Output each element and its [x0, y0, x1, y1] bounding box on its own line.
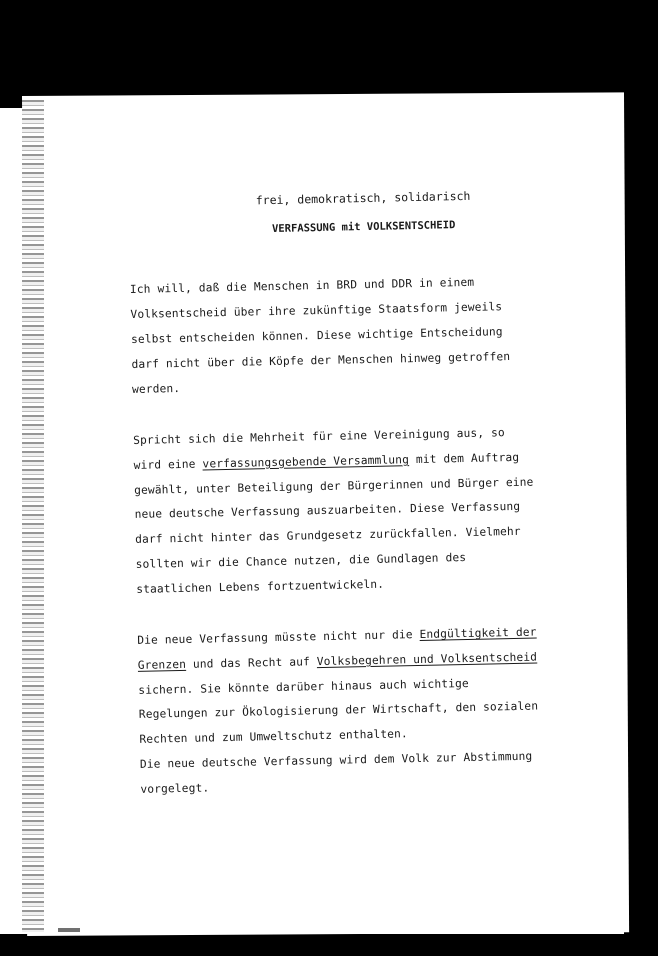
underlined-phrase: verfassungsgebende Versammlung	[202, 452, 410, 471]
paragraph-2	[133, 413, 567, 608]
text-line: darf nicht über die Köpfe der Menschen hinweg getroffen	[131, 349, 511, 371]
text-line	[134, 451, 564, 472]
document-title: VERFASSUNG mit VOLKSENTSCHEID	[271, 219, 456, 235]
scan-border-right	[624, 0, 658, 956]
text-fragment: wird eine	[133, 457, 203, 472]
scan-border-bottom	[0, 934, 658, 956]
text-fragment: mit dem Auftrag	[408, 450, 520, 466]
text-line: staatlichen Lebens fortzuentwickeln.	[136, 577, 385, 596]
text-line: sichern. Sie könnte darüber hinaus auch wichtige	[138, 676, 469, 697]
text-line: gewählt, unter Beteiligung der Bürgerinnen und Bürger eine	[134, 475, 534, 497]
paragraph-3	[137, 613, 571, 808]
text-fragment: und das Recht auf	[185, 654, 317, 671]
scan-smudge	[58, 928, 80, 932]
underlined-phrase: Grenzen	[137, 657, 187, 672]
text-line: Volksentscheid über ihre zukünftige Staatsform jeweils	[130, 300, 503, 322]
text-line	[137, 626, 567, 647]
text-line: Rechten und zum Umweltschutz enthalten.	[139, 727, 409, 747]
paragraph-1	[130, 263, 563, 408]
text-line: werden.	[131, 381, 181, 396]
text-line: darf nicht hinter das Grundgesetz zurückfallen. Vielmehr	[135, 524, 521, 547]
text-line: Regelungen zur Ökologisierung der Wirtschaft, den sozialen	[138, 699, 539, 722]
document-body	[128, 187, 571, 823]
text-fragment: Die neue Verfassung müsste nicht nur die	[137, 627, 420, 647]
underlined-phrase: Endgültigkeit der	[419, 625, 537, 641]
text-line: neue deutsche Verfassung auszuarbeiten. Diese Verfassung	[134, 500, 521, 522]
text-line: Ich will, daß die Menschen in BRD und DDR in einem	[129, 276, 475, 297]
text-line: vorgelegt.	[140, 781, 210, 796]
text-line: Die neue deutsche Verfassung wird dem Volk zur Abstimmung	[139, 749, 533, 771]
text-line: selbst entscheiden können. Diese wichtige Entscheidung	[130, 325, 503, 346]
underlined-phrase: Volksbegehren und Volksentscheid	[316, 650, 538, 668]
scan-edge-noise	[22, 100, 44, 932]
text-line: Spricht sich die Mehrheit für eine Vereinigung aus, so	[132, 426, 506, 447]
text-line	[138, 651, 568, 672]
document-heading: frei, demokratisch, solidarisch	[255, 188, 471, 208]
text-line: sollten wir die Chance nutzen, die Gundlagen des	[135, 550, 467, 571]
